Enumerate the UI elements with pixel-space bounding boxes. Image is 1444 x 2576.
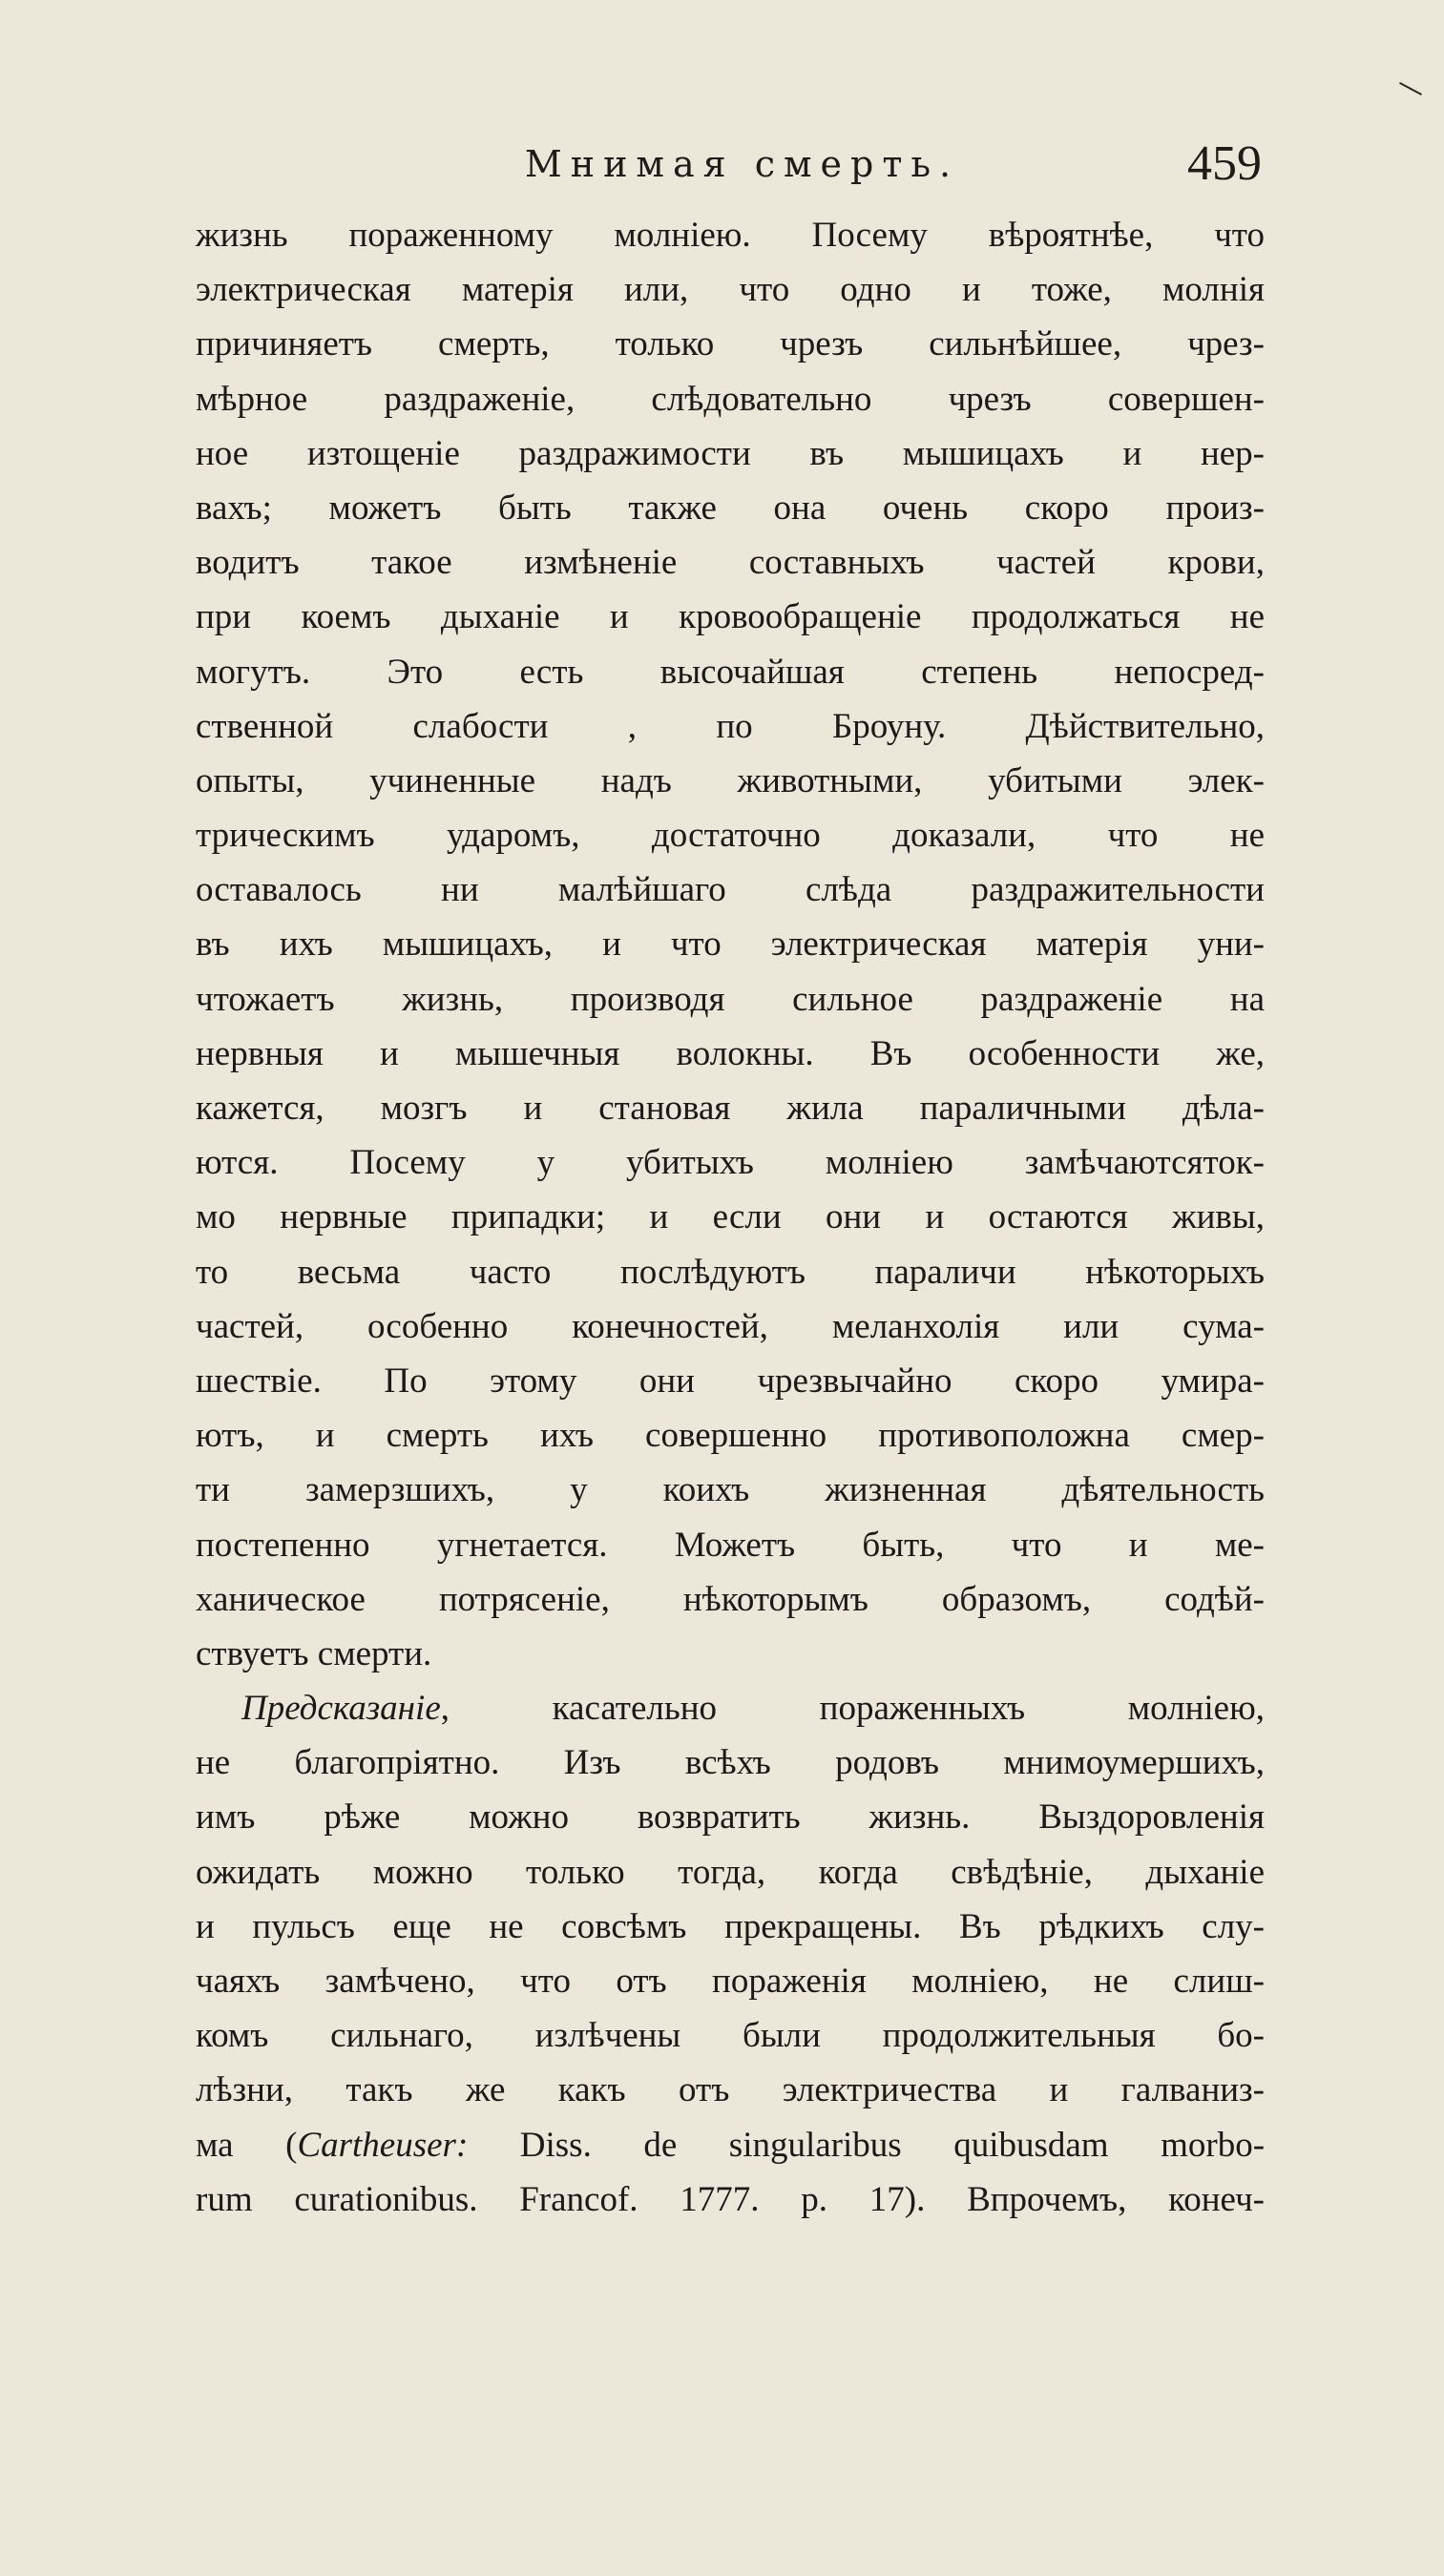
text-line: опыты, учиненные надъ животными, убитыми элек- (196, 760, 1265, 800)
text-line: ное изтощеніе раздражимости въ мышицахъ и нер- (196, 433, 1265, 473)
text-line: и пульсъ еще не совсѣмъ прекращены. Въ рѣдкихъ слу- (196, 1906, 1265, 1946)
text-line: чтожаетъ жизнь, производя сильное раздраженіе на (196, 979, 1265, 1019)
italic-term: Предсказаніе (241, 1689, 441, 1729)
text-line: то весьма часто послѣдуютъ параличи нѣкоторыхъ (196, 1252, 1265, 1292)
page-number: 459 (1187, 136, 1262, 191)
text-line: оставалось ни малѣйшаго слѣда раздражительности (196, 870, 1265, 910)
text-line: мо нервные припадки; и если они и остаются живы, (196, 1197, 1265, 1237)
paragraph-2-first-line (196, 1681, 1265, 1735)
text-line: водитъ такое измѣненіе составныхъ частей крови, (196, 543, 1265, 583)
text-segment: ма ( (196, 2125, 298, 2165)
reference-title: rum curationibus. Francof. 1777. p. 17 (196, 2179, 905, 2219)
text-line: ханическое потрясеніе, нѣкоторымъ образомъ, содѣй- (196, 1579, 1265, 1619)
text-line: ютъ, и смерть ихъ совершенно противоположна смер- (196, 1416, 1265, 1456)
text-line: ствуетъ смерти. (196, 1633, 432, 1673)
text-line: ожидать можно только тогда, когда свѣдѣніе, дыханіе (196, 1852, 1265, 1892)
text-line: причиняетъ смерть, только чрезъ сильнѣйшее, чрез- (196, 324, 1265, 364)
text-line: имъ рѣже можно возвратить жизнь. Выздоровленія (196, 1797, 1265, 1838)
text-line: жизнь пораженному молніею. Посему вѣроятнѣе, что (196, 216, 1265, 255)
text-line: кажется, мозгъ и становая жила параличными дѣла- (196, 1089, 1265, 1128)
reference-line-2 (196, 2172, 1265, 2227)
reference-line-1 (196, 2118, 1265, 2172)
text-line: ются. Посему у убитыхъ молніею замѣчаютсяток- (196, 1143, 1265, 1183)
text-segment: , касательно пораженныхъ молніею, (440, 1689, 1265, 1729)
body-text (196, 208, 1265, 2227)
text-line: ти замерзшихъ, у коихъ жизненная дѣятельность (196, 1470, 1265, 1510)
text-line: лѣзни, такъ же какъ отъ электричества и галваниз- (196, 2070, 1265, 2110)
scan-mark (1399, 82, 1422, 95)
text-line: электрическая матерія или, что одно и тоже, молнія (196, 270, 1265, 310)
reference-author: Cartheuser: (297, 2125, 469, 2165)
text-line: шествіе. По этому они чрезвычайно скоро умира- (196, 1361, 1265, 1401)
reference-title: Diss. de singularibus quibusdam morbo- (468, 2125, 1266, 2165)
text-line: вахъ; можетъ быть также она очень скоро произ- (196, 488, 1265, 528)
text-line: постепенно угнетается. Можетъ быть, что и ме- (196, 1525, 1265, 1565)
text-line: не благопріятно. Изъ всѣхъ родовъ мнимоумершихъ, (196, 1743, 1265, 1783)
paragraph-1 (196, 208, 1265, 1681)
text-line: при коемъ дыханіе и кровообращеніе продолжаться не (196, 597, 1265, 637)
text-line: нервныя и мышечныя волокны. Въ особенности же, (196, 1033, 1265, 1073)
page-header (196, 135, 1288, 193)
text-line: трическимъ ударомъ, достаточно доказали, что не (196, 816, 1265, 856)
text-segment: ). Впрочемъ, конеч- (904, 2179, 1265, 2219)
text-line: мѣрное раздраженіе, слѣдовательно чрезъ совершен- (196, 379, 1265, 419)
paragraph-2 (196, 1735, 1265, 2117)
text-line: ственной слабости , по Броуну. Дѣйствительно, (196, 706, 1265, 746)
text-line: чаяхъ замѣчено, что отъ пораженія молніею, не слиш- (196, 1962, 1265, 2001)
text-line: могутъ. Это есть высочайшая степень непосред- (196, 652, 1265, 692)
text-line: комъ сильнаго, излѣчены были продолжительныя бо- (196, 2016, 1265, 2056)
text-line: частей, особенно конечностей, меланхолія или сума- (196, 1306, 1265, 1346)
running-head: Мнимая смерть. (524, 143, 960, 185)
text-line: въ ихъ мышицахъ, и что электрическая матерія уни- (196, 924, 1265, 965)
